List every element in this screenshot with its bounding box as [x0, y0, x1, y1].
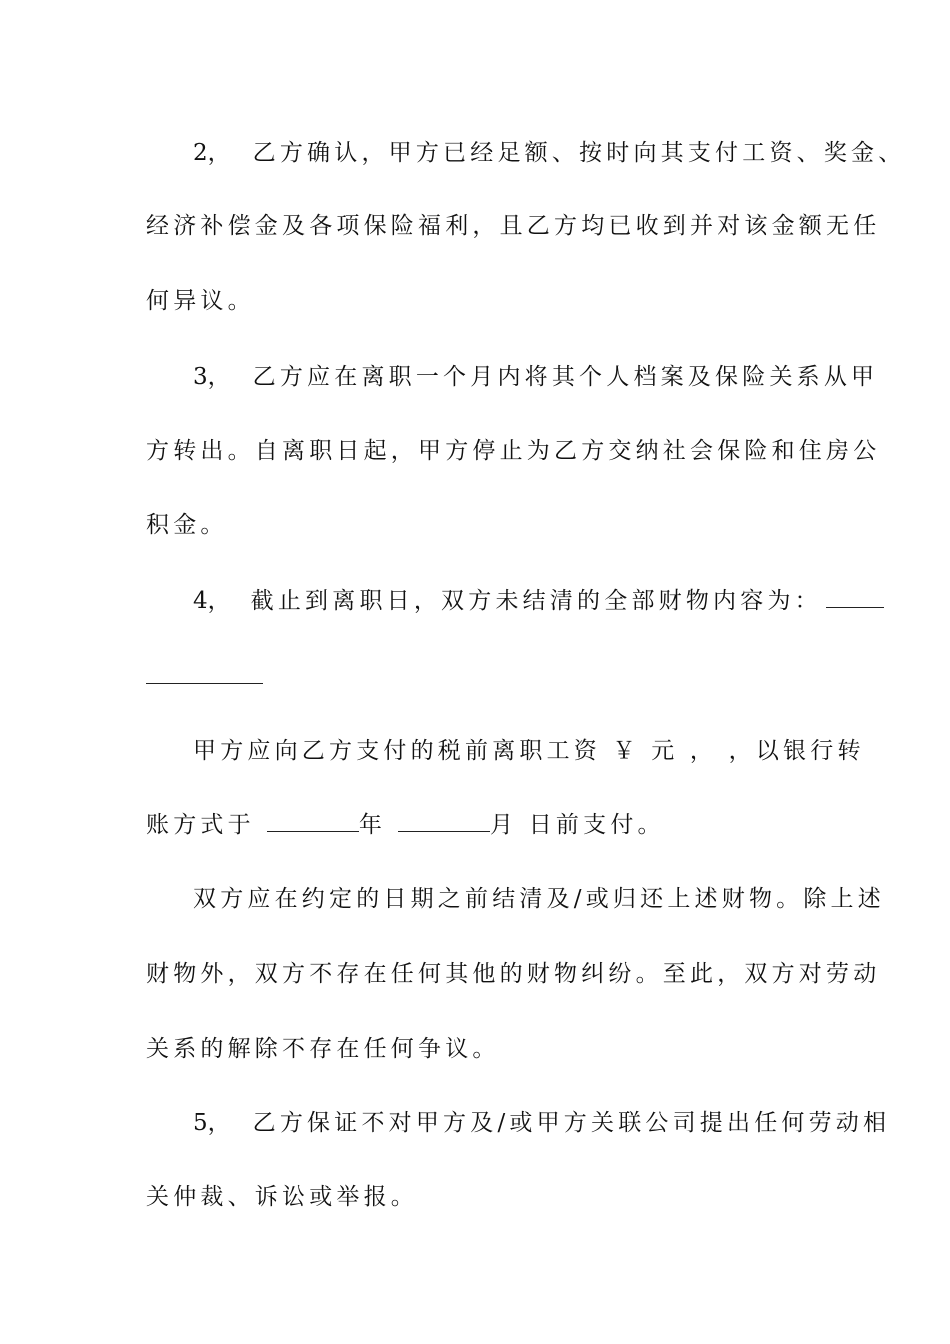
item-2-text-1: 乙方确认，甲方已经足额、按时向其支付工资、奖金、 — [252, 140, 906, 166]
item-4-line-1 — [193, 586, 884, 616]
pay-line-2 — [146, 810, 665, 840]
item-4-number: 4， — [193, 588, 231, 614]
settle-line-2: 财物外，双方不存在任何其他的财物纠纷。至此，双方对劳动 — [146, 961, 881, 987]
item-5-number: 5， — [193, 1110, 231, 1136]
month-blank-field — [398, 811, 490, 832]
pay-method-text: 账方式于 — [146, 812, 255, 838]
month-day-label: 月 日前支付。 — [490, 812, 665, 838]
settle-line-1: 双方应在约定的日期之前结清及/或归还上述财物。除上述 — [193, 886, 885, 912]
item-5-line-2: 关仲裁、诉讼或举报。 — [146, 1184, 418, 1210]
item-4-text-1: 截止到离职日，双方未结清的全部财物内容为： — [250, 588, 822, 614]
item-3-line-3: 积金。 — [146, 512, 228, 538]
year-label: 年 — [358, 812, 387, 838]
item-4-blank-continuation — [146, 683, 263, 684]
year-blank-field — [267, 811, 359, 832]
item-2-line-1 — [193, 138, 905, 168]
item-3-text-1: 乙方应在离职一个月内将其个人档案及保险关系从甲 — [252, 364, 879, 390]
settle-line-3: 关系的解除不存在任何争议。 — [146, 1036, 500, 1062]
item-3-line-1 — [193, 362, 878, 392]
item-4-blank-field — [826, 587, 884, 608]
item-3-line-2: 方转出。自离职日起，甲方停止为乙方交纳社会保险和住房公 — [146, 438, 881, 464]
item-5-line-1 — [193, 1108, 890, 1138]
item-5-text-1: 乙方保证不对甲方及/或甲方关联公司提出任何劳动相 — [252, 1110, 891, 1136]
item-2-number: 2， — [193, 140, 231, 166]
item-2-line-2: 经济补偿金及各项保险福利，且乙方均已收到并对该金额无任 — [146, 213, 881, 239]
pay-line-1: 甲方应向乙方支付的税前离职工资 ￥ 元 ， ，以银行转 — [193, 738, 865, 764]
item-3-number: 3， — [193, 364, 231, 390]
item-2-line-3: 何异议。 — [146, 288, 255, 314]
